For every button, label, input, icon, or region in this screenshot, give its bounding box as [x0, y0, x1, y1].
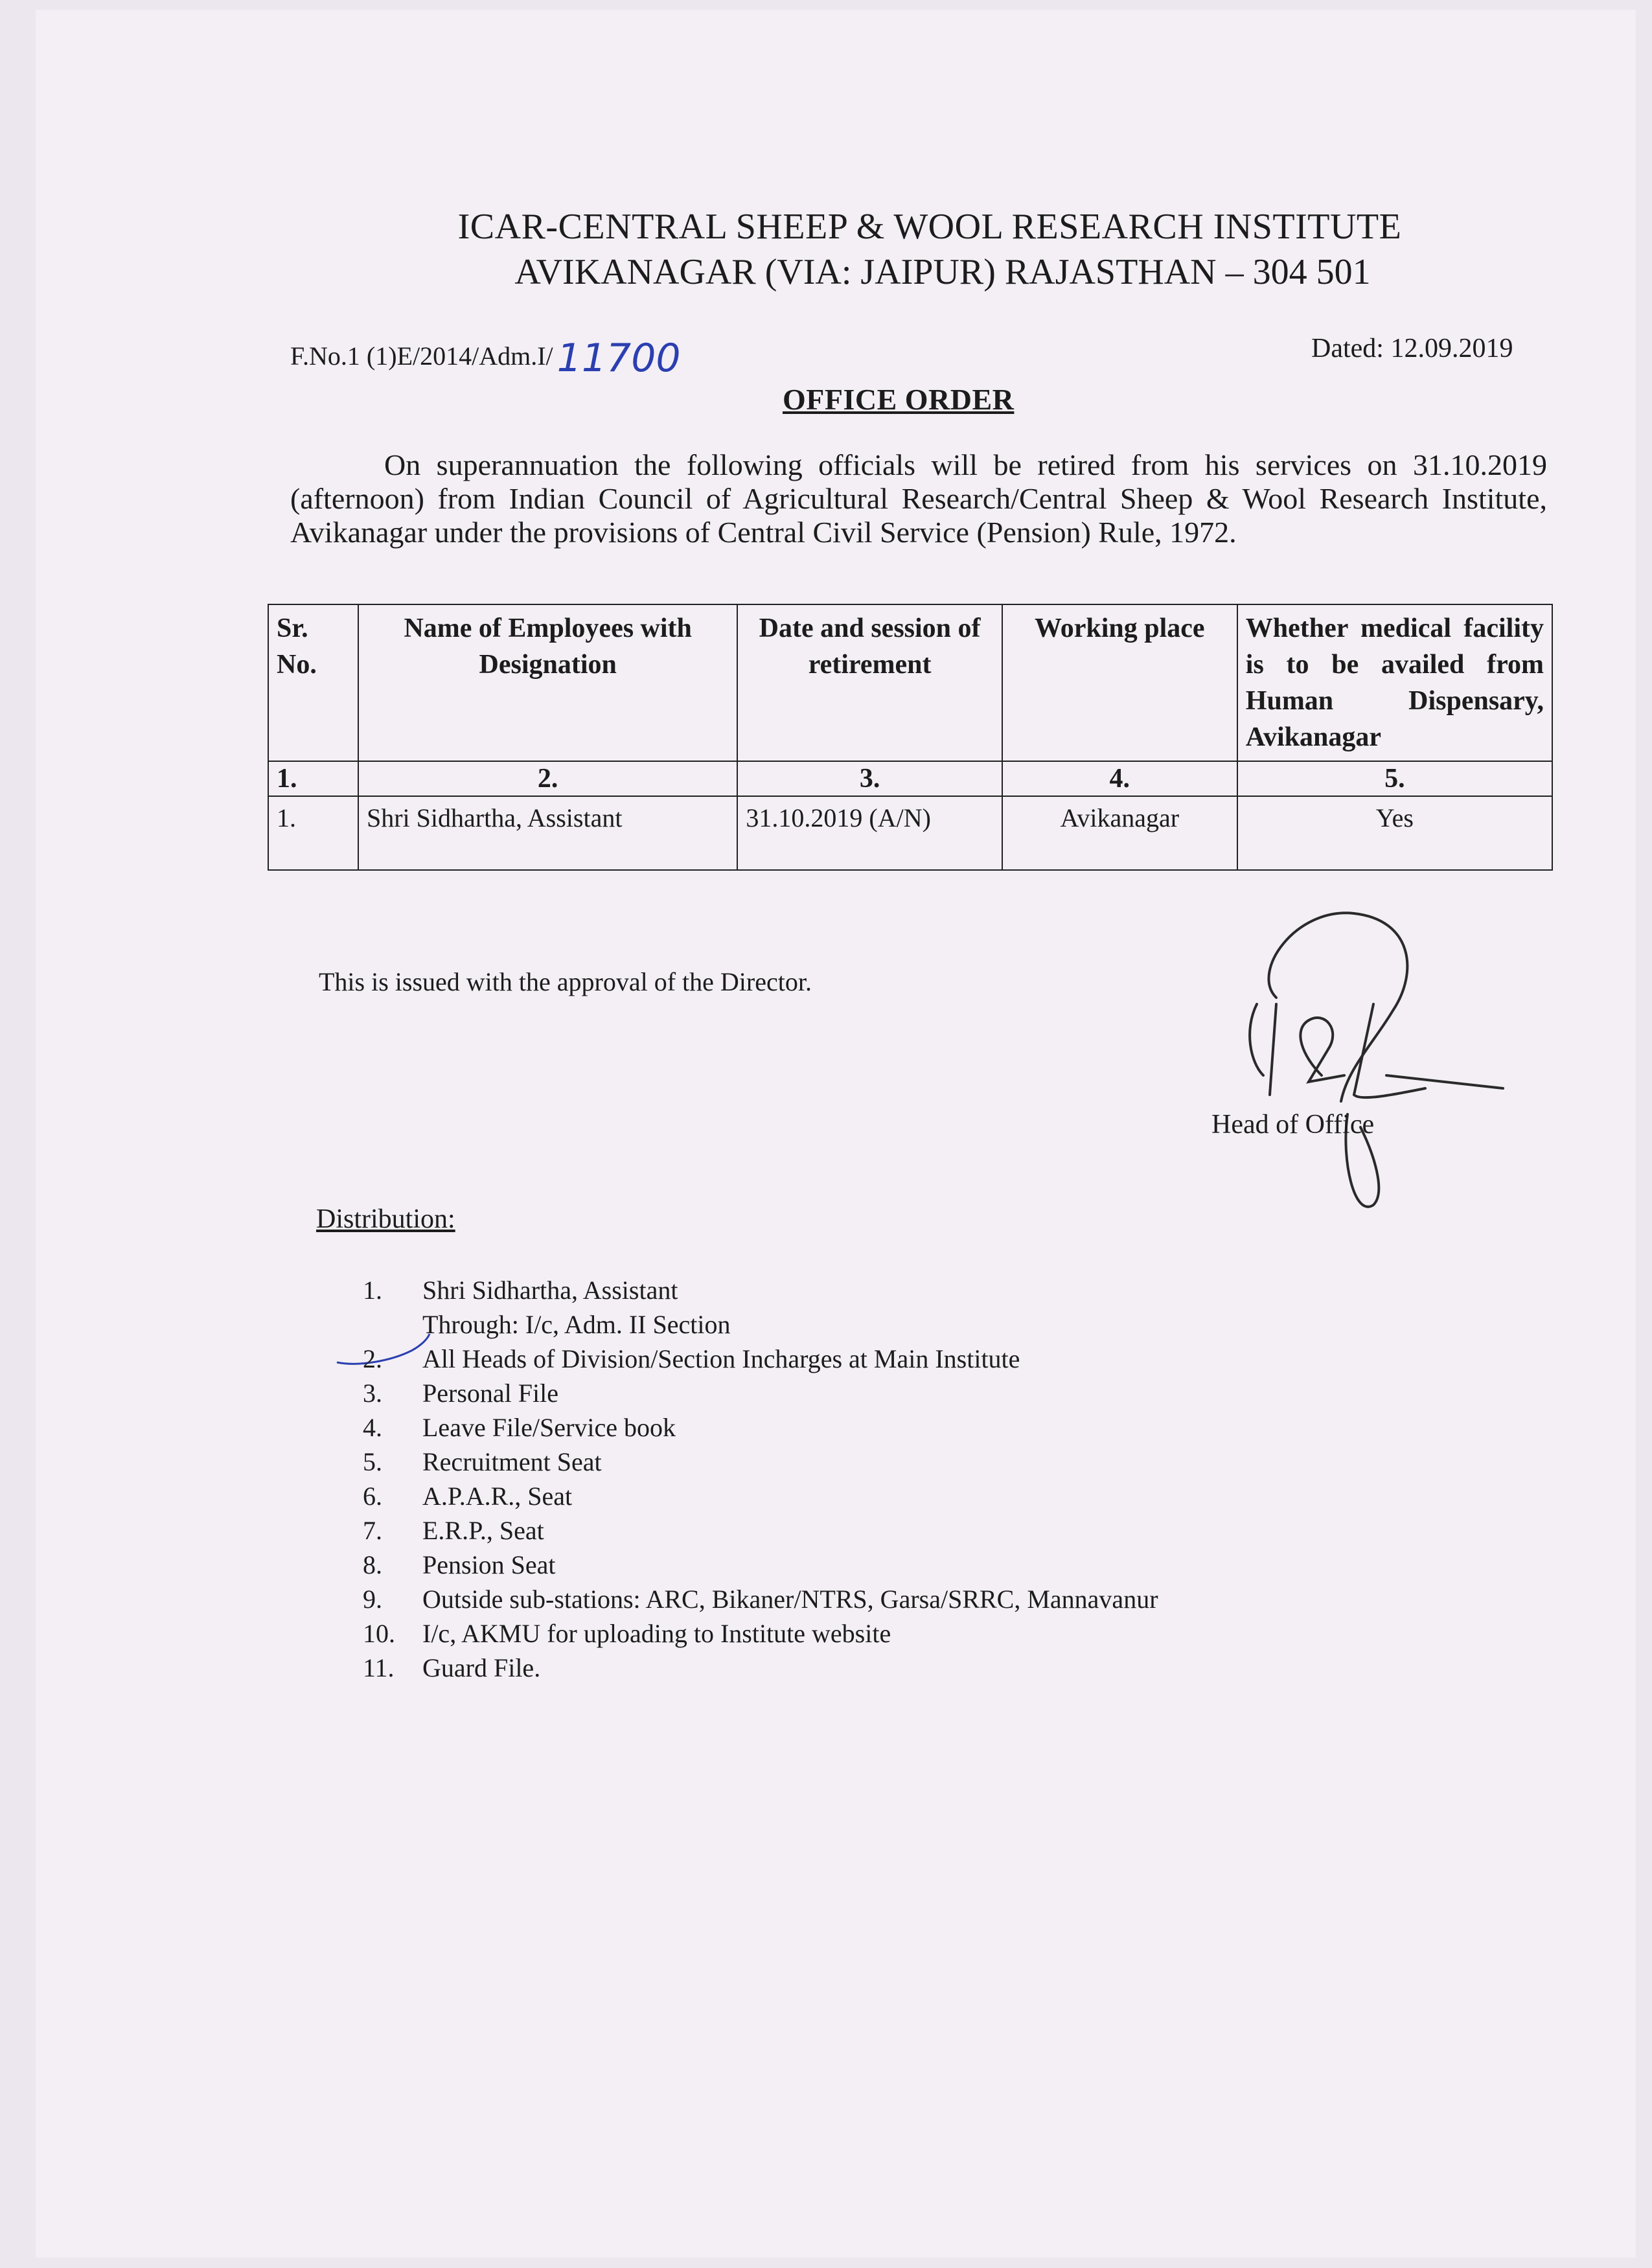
date-line: Dated: 12.09.2019	[1311, 334, 1513, 363]
list-item: Through: I/c, Adm. II Section	[422, 1310, 731, 1339]
distribution-title: Distribution:	[316, 1204, 455, 1234]
list-item: 4. Leave File/Service book	[363, 1413, 676, 1442]
list-item: 2. All Heads of Division/Section Incharges at Main Institute	[363, 1344, 1020, 1373]
order-body	[290, 448, 1547, 549]
distribution-list	[363, 1273, 1158, 1685]
list-item: 11. Guard File.	[363, 1653, 541, 1682]
approval-text: This is issued with the approval of the Director.	[319, 967, 812, 996]
list-item: 9. Outside sub-stations: ARC, Bikaner/NTRS, Garsa/SRRC, Mannavanur	[363, 1585, 1158, 1614]
signature	[1179, 881, 1516, 1244]
list-item: 6. A.P.A.R., Seat	[363, 1482, 573, 1511]
column-number: 3.	[737, 761, 1002, 796]
list-item: 8. Pension Seat	[363, 1550, 556, 1579]
table-row	[268, 796, 1552, 870]
column-number: 4.	[1002, 761, 1237, 796]
header-medical: Whether medical facility is to be availed from Human Dispensary, Avikanagar	[1237, 604, 1552, 761]
file-number-handwritten: 11700	[556, 336, 681, 381]
cell-name: Shri Sidhartha, Assistant	[358, 796, 737, 870]
list-item: 5. Recruitment Seat	[363, 1447, 602, 1476]
institute-name: ICAR-CENTRAL SHEEP & WOOL RESEARCH INSTITUTE	[457, 207, 1402, 247]
table-header-row	[268, 604, 1552, 761]
signer-title: Head of Office	[1211, 1110, 1375, 1140]
header-sr: Sr. No.	[268, 604, 358, 761]
column-number: 1.	[268, 761, 358, 796]
table-number-row	[268, 761, 1552, 796]
header-name: Name of Employees with Designation	[358, 604, 737, 761]
employee-table	[268, 604, 1553, 871]
file-number	[290, 329, 681, 381]
file-number-printed: F.No.1 (1)E/2014/Adm.I/	[290, 341, 553, 371]
column-number: 2.	[358, 761, 737, 796]
order-body-text: On superannuation the following officials will be retired from his services on 31.10.2019 (afternoon) from Indian Council of Agricultural Research/Central Sheep & Wool Research Institute, Avikanagar under the provisions of Central Civil Service (Pension) Rule, 1972.	[290, 448, 1547, 549]
cell-place: Avikanagar	[1002, 796, 1237, 870]
list-item: 1. Shri Sidhartha, Assistant	[363, 1276, 678, 1305]
column-number: 5.	[1237, 761, 1552, 796]
cell-sr: 1.	[268, 796, 358, 870]
list-item: 10. I/c, AKMU for uploading to Institute website	[363, 1619, 891, 1648]
header-place: Working place	[1002, 604, 1237, 761]
cell-medical: Yes	[1237, 796, 1552, 870]
list-item: 7. E.R.P., Seat	[363, 1516, 544, 1545]
header-date: Date and session of retirement	[737, 604, 1002, 761]
institute-address: AVIKANAGAR (VIA: JAIPUR) RAJASTHAN – 304 501	[514, 252, 1371, 292]
cell-date: 31.10.2019 (A/N)	[737, 796, 1002, 870]
list-item: 3. Personal File	[363, 1379, 558, 1408]
order-title: OFFICE ORDER	[783, 383, 1015, 416]
